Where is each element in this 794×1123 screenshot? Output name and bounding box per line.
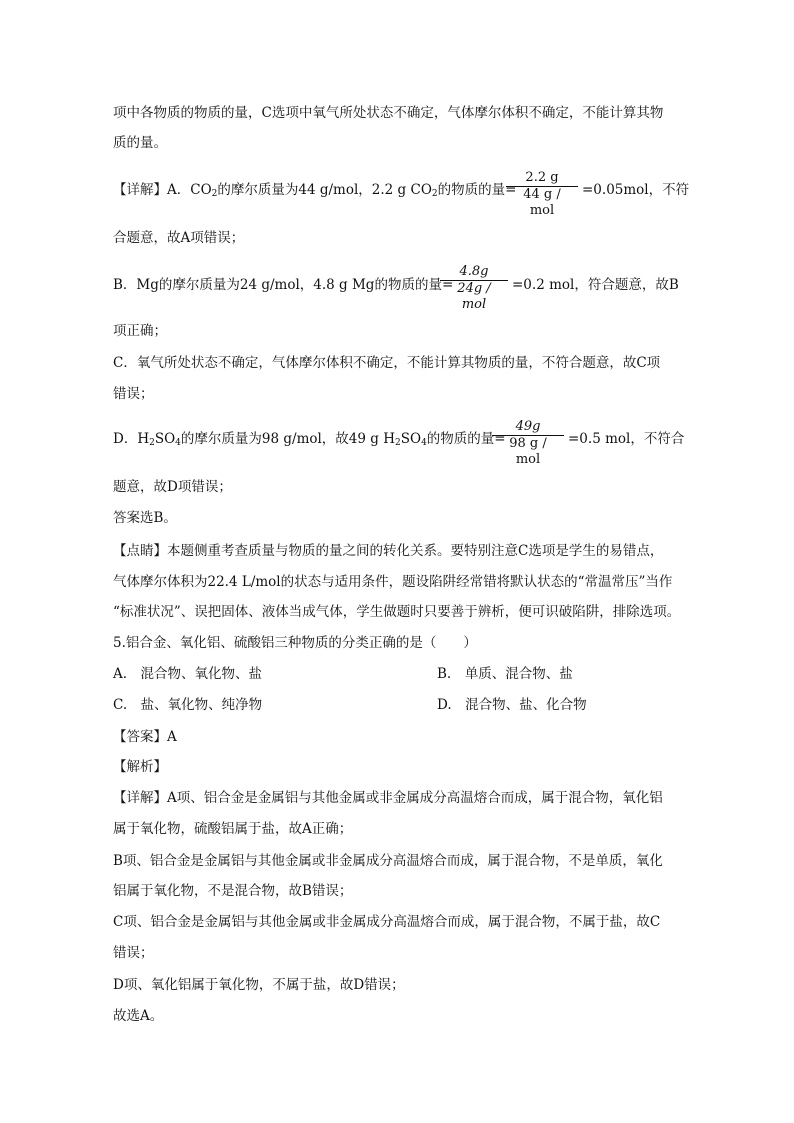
subscript: 4 — [421, 438, 427, 448]
text-line: 合题意，故A项错误； — [113, 230, 245, 246]
analysis-label: 【解析】 — [113, 759, 167, 775]
text-segment: SO — [154, 431, 176, 447]
text-segment: 的摩尔质量为98 g/mol，故49 g H — [180, 431, 395, 447]
text-line: 故选A。 — [113, 1008, 164, 1024]
text-line: 错误； — [113, 386, 154, 402]
fraction-numerator: 2.2 g — [525, 170, 559, 185]
option-b: B. 单质、混合物、盐 — [437, 666, 573, 682]
answer-label: 【答案】A — [113, 729, 177, 745]
detail-d-line — [113, 429, 506, 453]
text-line: 错误； — [113, 945, 154, 961]
text-line: 【详解】A项、铝合金是金属铝与其他金属或非金属成分高温熔合而成，属于混合物，氧化铝 — [113, 790, 663, 806]
text-line: 题意，故D项错误； — [113, 479, 232, 495]
fraction-d — [492, 419, 564, 468]
text-line: D项、氧化铝属于氧化物，不属于盐，故D错误； — [113, 977, 405, 993]
text-segment: =0.05mol，不符 — [582, 182, 690, 198]
option-d: D. 混合物、盐、化合物 — [437, 697, 587, 713]
subscript: 2 — [431, 189, 438, 199]
fraction-numerator: 49g — [515, 419, 541, 434]
question-title: 5.铝合金、氧化铝、硫酸铝三种物质的分类正确的是（ ） — [113, 635, 477, 651]
option-a: A. 混合物、氧化物、盐 — [113, 666, 263, 682]
subscript: 2 — [149, 438, 155, 448]
detail-b-line: B．Mg的摩尔质量为24 g/mol，4.8 g Mg的物质的量= — [113, 277, 454, 293]
detail-a-line — [113, 180, 516, 204]
option-c: C. 盐、氧化物、纯净物 — [113, 697, 263, 713]
text-line: 气体摩尔体积为22.4 L/mol的状态与适用条件，题设陷阱经常错将默认状态的“常温常压”当作 — [113, 574, 673, 590]
text-segment: 的摩尔质量为44 g/mol，2.2 g CO — [217, 182, 432, 198]
fraction-denominator: 24g / mol — [457, 281, 491, 312]
text-line: C．氧气所处状态不确定，气体摩尔体积不确定，不能计算其物质的量，不符合题意，故C项 — [113, 355, 661, 371]
text-line: 答案选B。 — [113, 510, 177, 526]
text-segment: =0.5 mol，不符合 — [568, 431, 685, 447]
text-line: 项中各物质的物质的量，C选项中氧气所处状态不确定，气体摩尔体积不确定，不能计算其物 — [113, 105, 664, 121]
text-line: 铝属于氧化物，不是混合物，故B错误； — [113, 883, 353, 899]
text-segment: 的物质的量= — [437, 182, 517, 198]
text-line: 质的量。 — [113, 135, 167, 151]
subscript: 2 — [395, 438, 401, 448]
fraction-b — [440, 264, 508, 313]
text-segment: SO — [400, 431, 422, 447]
fraction-denominator: 98 g / mol — [509, 436, 547, 467]
text-line: 属于氧化物，硫酸铝属于盐，故A正确； — [113, 821, 353, 837]
text-segment: 的物质的量= — [426, 431, 506, 447]
text-line: 项正确； — [113, 323, 167, 339]
text-segment: =0.2 mol，符合题意，故B — [512, 277, 679, 293]
fraction-a — [506, 170, 578, 219]
text-line: “标准状况”、误把固体、液体当成气体，学生做题时只要善于辨析，便可识破陷阱，排除选项。 — [113, 604, 681, 620]
text-segment: 【详解】A．CO — [113, 182, 212, 198]
fraction-denominator: 44 g / mol — [523, 187, 561, 218]
fraction-numerator: 4.8g — [459, 264, 489, 279]
text-line: C项、铝合金是金属铝与其他金属或非金属成分高温熔合而成，属于混合物，不属于盐，故C — [113, 914, 661, 930]
subscript: 4 — [175, 438, 181, 448]
subscript: 2 — [211, 189, 218, 199]
text-line: B项、铝合金是金属铝与其他金属或非金属成分高温熔合而成，属于混合物，不是单质，氧化 — [113, 853, 663, 869]
text-segment: D．H — [113, 431, 150, 447]
text-line: 【点睛】本题侧重考查质量与物质的量之间的转化关系。要特别注意C选项是学生的易错点， — [113, 543, 664, 559]
